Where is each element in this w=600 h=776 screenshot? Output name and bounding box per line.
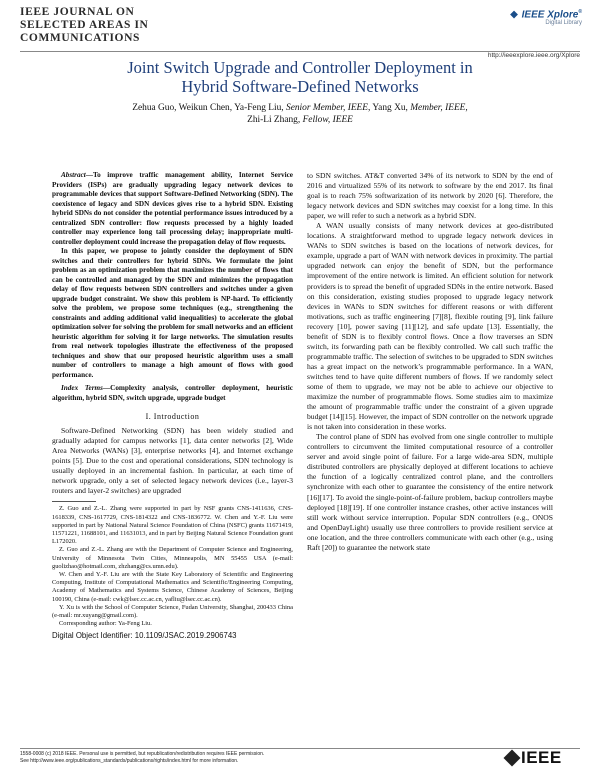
author-line: Zehua Guo, Weikun Chen, Ya-Feng Liu, Senior Member, IEEE, Yang Xu, Member, IEEE, [132, 103, 468, 113]
copyright-notice [20, 751, 500, 765]
author-line: Zhi-Li Zhang, Fellow, IEEE [247, 115, 353, 125]
ieee-diamond-icon: ◆ [510, 9, 518, 21]
author-list [40, 102, 560, 126]
xplore-subtitle: Digital Library [545, 20, 582, 27]
xplore-brand: IEEE Xplore® [521, 9, 582, 21]
footnote: W. Chen and Y.-F. Liu are with the State Key Laboratory of Scientific and Engineering Computing, Institute of Computational Mathematics and Scientific/Engineering Computing, Academy of Mathematics and Systems Science, Chinese Academy of Sciences, Beijing 100190, China (e-mail: cwk@lsec.cc.ac.cn, yafliu@lsec.cc.ac.cn). [52, 571, 293, 603]
ieee-xplore-logo[interactable] [452, 9, 582, 26]
journal-name-line: SELECTED AREAS IN [20, 19, 149, 31]
paper-title [40, 58, 560, 96]
xplore-url-link[interactable]: http://ieeexplore.ieee.org/Xplore [487, 52, 580, 59]
section-heading-introduction: I. Introduction [145, 412, 200, 421]
paper-title-line: Joint Switch Upgrade and Controller Deployment in [127, 58, 473, 77]
footer-divider [20, 748, 580, 749]
body-paragraph: The control plane of SDN has evolved from one single controller to multiple controllers to circumvent the limited computational resource of a controller server and avoid single point of failure. For a large wide-area SDN, multiple distributed controllers are physically deployed at different locations to achieve the function of a logically centralized control plane, and the controllers synchronize with each other to guarantee the consistency of the entire network [16][17]. To avoid the single-point-of-failure problem, backup controllers maybe deployed [18][19]. If one controller instance crashes, other active instances will still work without service interruption. Popular SDN controllers (e.g., ONOS and OpenDayLight) usually use three controllers to provide resilient service at one location, and the three controllers communicate with each other (e.g., using Raft [20]) to guarantee the network state [307, 432, 553, 552]
doi-identifier: Digital Object Identifier: 10.1109/JSAC.2019.2906743 [52, 631, 237, 641]
journal-name-line: COMMUNICATIONS [20, 32, 140, 44]
copyright-line: 1558-0008 (c) 2018 IEEE. Personal use is permitted, but republication/redistribution requires IEEE permission. [20, 751, 265, 757]
body-paragraph: Software-Defined Networking (SDN) has been widely studied and gradually adapted for campus networks [1], data center networks [2], Wide Area Networks (WANs) [3], enterprise networks [4], and Internet exchange points [5]. Due to the cost and operational considerations, SDN technology is usually deployed in an incremental fashion. In particular, at each time of network upgrade, only a set of selected legacy network devices (i.e., layer-3 routers and layer-2 switches) are upgraded [52, 426, 293, 496]
ieee-logo-text: IEEE [521, 748, 562, 767]
footnote: Z. Guo and Z.-L. Zhang are with the Department of Computer Science and Engineering, University of Minnesota Twin Cities, Minneapolis, MN 55455 USA (e-mail: guolizhao@hotmail.com, zhzhang@cs.umn.edu). [52, 546, 293, 570]
journal-name [20, 6, 220, 45]
footnote: Corresponding author: Ya-Feng Liu. [59, 620, 152, 628]
copyright-line: See http://www.ieee.org/publications_standards/publications/rights/index.html for more information. [20, 758, 239, 764]
footnote: Y. Xu is with the School of Computer Science, Fudan University, Shanghai, 200433 China (e-mail: mr.xuyang@gmail.com). [52, 603, 293, 620]
index-terms: Index Terms—Complexity analysis, controller deployment, heuristic algorithm, hybrid SDN, switch upgrade, upgrade budget [52, 384, 293, 402]
abstract-paragraph: In this paper, we propose to jointly consider the deployment of SDN switches and their controllers for hybrid SDNs. We formulate the joint problem as an optimization problem that maximizes the number of flows that can be controlled and managed by the SDN and minimizes the propagation delay of flow requests between SDN controllers and switches under a given upgrade budget constraint. We show this problem is NP-hard. To efficiently solve the problem, we propose some techniques (e.g., strengthening the constraints and adding additional valid inequalities) to accelerate the global optimization solver for solving the problem for small networks and an efficient heuristic algorithm for solving it for large networks. The simulation results from real network topologies illustrate the effectiveness of the proposed techniques and show that our proposed heuristic algorithm uses a small number of controllers to manage a high amount of flows with good performance. [52, 247, 293, 379]
body-paragraph: to SDN switches. AT&T converted 34% of its network to SDN by the end of 2016 and virtualized 55% of its network to software by the end 2017. Its final goal is to reach 75% softwarization of its network by 2020 [6]. Therefore, the legacy network devices and SDN switches may coexist for a long time. In this paper, we will refer to such a network as a hybrid SDN. [307, 171, 553, 221]
paper-title-line: Hybrid Software-Defined Networks [181, 77, 419, 96]
ieee-diamond-icon [504, 750, 521, 767]
footnote: Z. Guo and Z.-L. Zhang were supported in part by NSF grants CNS-1411636, CNS-1618339, CNS-1617729, CNS-1814322 and CNS-1836772. W. Chen and Y.-F. Liu were supported in part by National Natural Science Foundation of China (NSFC) grants 11671419, 11571221, 11688101, and 11631013, and in part by Beijing Natural Science Foundation grant L172020. [52, 505, 293, 546]
right-column [307, 171, 553, 553]
ieee-footer-logo [506, 748, 562, 768]
footnote-divider [52, 501, 96, 502]
body-paragraph: A WAN usually consists of many network devices at geo-distributed locations. A straightforward method to upgrade legacy network devices in WANs to SDN switches is based on the locations of network devices, for example, upgrade a part of WAN with network devices in proximity. The partial upgraded network can enjoy the benefit of SDN, but the performance improvement of the entire network is limited. An efficient solution for network providers is to spread the benefit of upgraded SDNs in the entire network. Based on this consideration, existing studies proposed to upgrade legacy network devices in WANs to SDN switches for different reasons or with different motivations, such as traffic engineering [7][8], flexible routing [9], link failure recovery [10], power saving [11][12], and safe update [13]. Essentially, the benefit of SDN is to flexibly control flows. Once a flow traverses an SDN switch, its forwarding path can be flexibly controlled. We call such traffic the programmable traffic. The selection of switches to be upgraded to SDN switches has a great impact on the network’s programmable performance. In a WAN, switches tend to have quite different numbers of flows. If we randomly select some of them to upgrade, we may not be able to achieve our objective to maximize the number of programmable flows. Some studies aim to maximize the amount of programmable traffic under the constraint of a given upgrade budget [14][15]. However, the impact of SDN controller on the network upgrade is not taken into consideration in these works. [307, 221, 553, 432]
journal-name-line: IEEE JOURNAL ON [20, 6, 135, 18]
abstract-paragraph: Abstract—To improve traffic management ability, Internet Service Providers (ISPs) are gradually upgrading legacy network devices to programmable devices that support Software-Defined Networking (SDN). The coexistence of legacy and SDN devices gives rise to a hybrid SDN. Existing hybrid SDNs do not consider the potential performance issues introduced by a centralized SDN controller: flow requests processed by a highly loaded controller may experience long tail processing delay; inappropriate multi-controller deployment could increase the propagation delay of flow requests. [52, 171, 293, 246]
left-column [52, 171, 293, 641]
